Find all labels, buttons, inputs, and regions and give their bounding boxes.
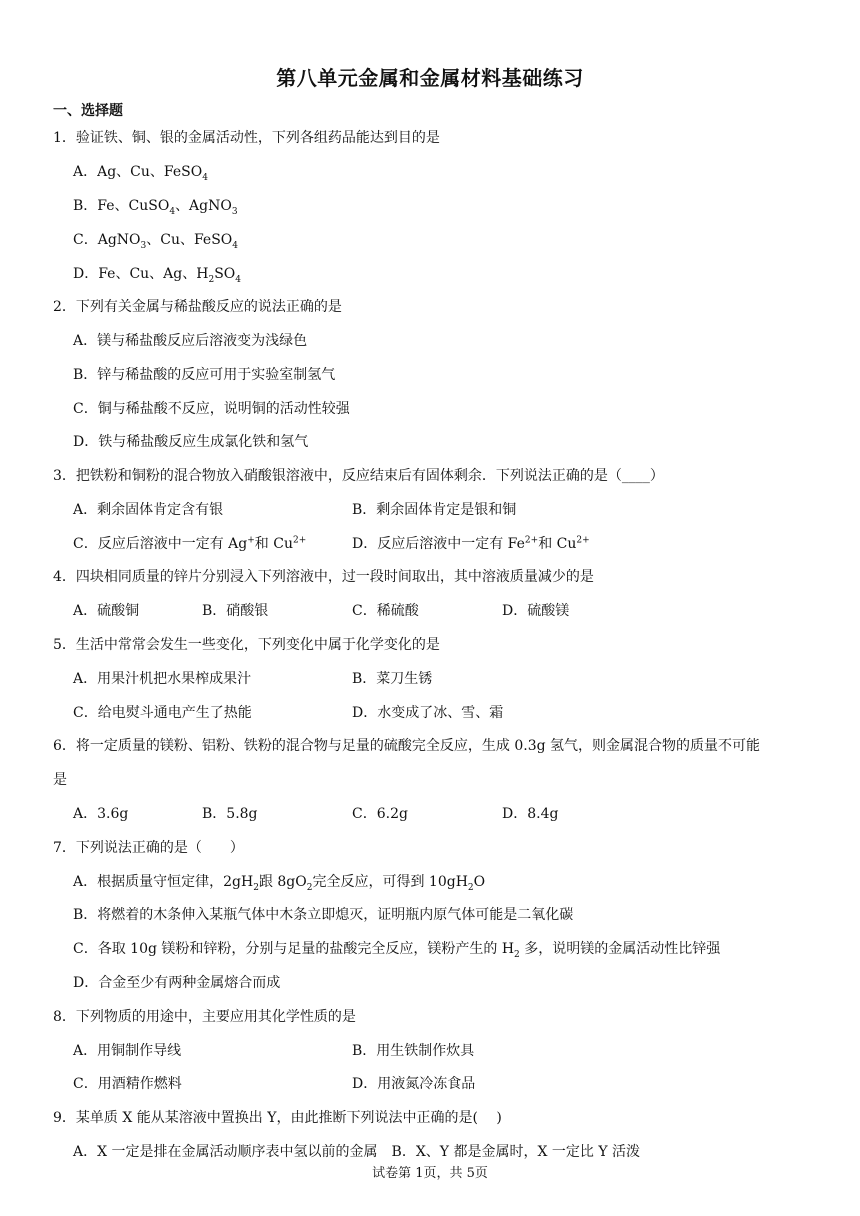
question-9-stem: 9．某单质 X 能从某溶液中置换出 Y，由此推断下列说法中正确的是( ): [53, 1110, 502, 1126]
q5-option-c: C．给电熨斗通电产生了热能: [73, 705, 252, 721]
q6-option-c: C．6.2g: [352, 806, 408, 822]
q8-option-c: C．用酒精作燃料: [73, 1076, 182, 1092]
q7-option-c: C．各取 10g 镁粉和锌粉，分别与足量的盐酸完全反应，镁粉产生的 $H_2$ 多，说明镁的金属活动性比锌强: [73, 941, 721, 960]
q4-option-a: A．硫酸铜: [73, 603, 140, 619]
q1-option-c: C．AgNO$_3$、Cu、FeSO$_4$: [73, 232, 239, 251]
page-footer: 试卷第 1页，共 5页: [372, 1166, 488, 1181]
q8-option-a: A．用铜制作导线: [73, 1043, 182, 1059]
page-title: 第八单元金属和金属材料基础练习: [276, 66, 584, 90]
q3-option-d: D．反应后溶液中一定有 $Fe^{2+}$和 $Cu^{2+}$: [352, 535, 590, 552]
q3-option-a: A．剩余固体肯定含有银: [73, 502, 224, 518]
q5-option-b: B．菜刀生锈: [352, 671, 433, 687]
q6-option-b: B．5.8g: [202, 806, 258, 822]
q3-option-c: C．反应后溶液中一定有 Ag+和 $Cu^{2+}$: [73, 535, 307, 552]
q8-option-d: D．用液氮冷冻食品: [352, 1076, 476, 1092]
question-6-stem: 6．将一定质量的镁粉、铝粉、铁粉的混合物与足量的硫酸完全反应，生成 0.3g 氢气，则金属混合物的质量不可能: [53, 738, 761, 754]
q2-option-c: C．铜与稀盐酸不反应，说明铜的活动性较强: [73, 401, 350, 417]
question-5-stem: 5．生活中常常会发生一些变化，下列变化中属于化学变化的是: [53, 637, 440, 653]
q7-option-b: B．将燃着的木条伸入某瓶气体中木条立即熄灭，证明瓶内原气体可能是二氧化碳: [73, 907, 574, 923]
q4-option-d: D．硫酸镁: [502, 603, 570, 619]
q8-option-b: B．用生铁制作炊具: [352, 1043, 475, 1059]
question-8-stem: 8．下列物质的用途中，主要应用其化学性质的是: [53, 1009, 356, 1025]
q1-option-a: A．Ag、Cu、FeSO$_4$: [73, 164, 208, 183]
q3-option-b: B．剩余固体肯定是银和铜: [352, 502, 517, 518]
q5-option-a: A．用果汁机把水果榨成果汁: [73, 671, 252, 687]
question-7-stem: 7．下列说法正确的是（ ）: [53, 840, 244, 856]
q2-option-b: B．锌与稀盐酸的反应可用于实验室制氢气: [73, 367, 336, 383]
q7-option-a: A．根据质量守恒定律，$2gH_2$跟 $8gO_2$完全反应，可得到 $10gH_2O$: [73, 874, 486, 893]
question-3-stem: 3．把铁粉和铜粉的混合物放入硝酸银溶液中，反应结束后有固体剩余．下列说法正确的是（____）: [53, 468, 664, 484]
q6-option-a: A．3.6g: [73, 806, 129, 822]
question-2-stem: 2．下列有关金属与稀盐酸反应的说法正确的是: [53, 299, 342, 315]
q9-options-ab: A．X 一定是排在金属活动顺序表中氢以前的金属 B．X、Y 都是金属时，X 一定比 Y 活泼: [73, 1144, 641, 1160]
answer-blank: ____: [621, 468, 650, 484]
q7-option-d: D．合金至少有两种金属熔合而成: [73, 975, 281, 991]
question-6-stem-cont: 是: [53, 772, 67, 788]
question-1-stem: 1．验证铁、铜、银的金属活动性，下列各组药品能达到目的是: [53, 130, 440, 146]
q2-option-d: D．铁与稀盐酸反应生成氯化铁和氢气: [73, 434, 309, 450]
q5-option-d: D．水变成了冰、雪、霜: [352, 705, 504, 721]
q2-option-a: A．镁与稀盐酸反应后溶液变为浅绿色: [73, 333, 308, 349]
q6-option-d: D．8.4g: [502, 806, 559, 822]
q4-option-b: B．硝酸银: [202, 603, 269, 619]
q1-option-b: B．Fe、CuSO$_4$、AgNO$_3$: [73, 198, 238, 217]
question-4-stem: 4．四块相同质量的锌片分别浸入下列溶液中，过一段时间取出，其中溶液质量减少的是: [53, 569, 594, 585]
section-heading: 一、选择题: [53, 103, 123, 119]
q4-option-c: C．稀硫酸: [352, 603, 419, 619]
q1-option-d: D．Fe、Cu、Ag、$H_2SO_4$: [73, 266, 242, 285]
